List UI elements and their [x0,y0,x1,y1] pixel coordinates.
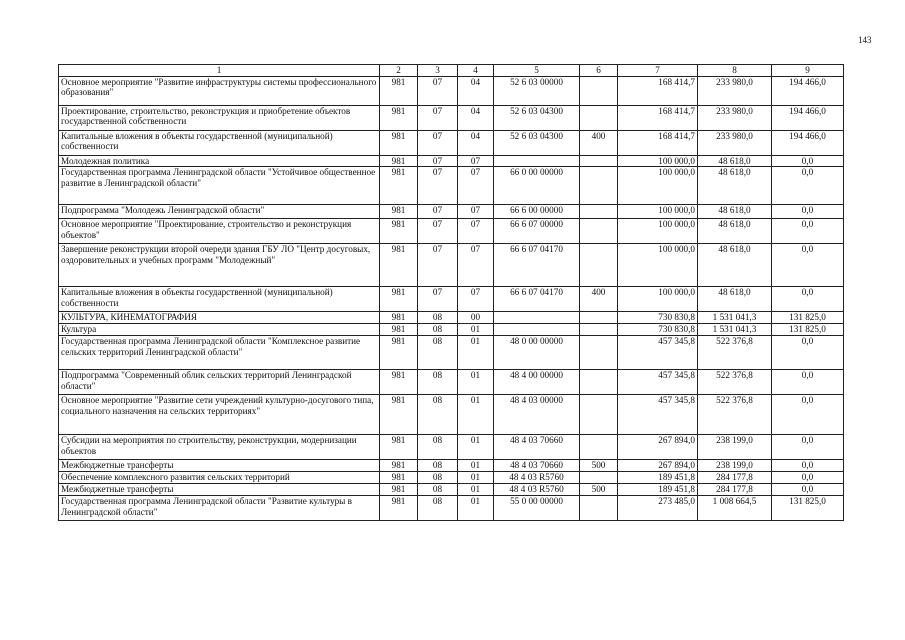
cell-col7: 267 894,0 [618,460,698,472]
cell-col5: 52 6 03 04300 [494,130,580,155]
cell-col6: 500 [580,460,618,472]
table-row [59,244,844,287]
cell-name: Основное мероприятие "Развитие инфраструктуры системы профессионального образования" [59,76,380,105]
cell-col7: 730 830,8 [618,324,698,336]
cell-name: Капитальные вложения в объекты государственной (муниципальной) собственности [59,287,380,312]
cell-col7: 273 485,0 [618,496,698,521]
cell-col9: 131 825,0 [772,324,844,336]
cell-col8: 48 618,0 [698,219,772,244]
cell-col7: 100 000,0 [618,205,698,219]
cell-col2: 981 [380,244,418,287]
cell-col2: 981 [380,472,418,484]
cell-col9: 0,0 [772,287,844,312]
cell-name: Молодежная политика [59,155,380,167]
cell-col9: 0,0 [772,219,844,244]
cell-col9: 0,0 [772,336,844,370]
cell-col5: 52 6 03 00000 [494,76,580,105]
cell-col8: 48 618,0 [698,155,772,167]
cell-name: Государственная программа Ленинградской области "Комплексное развитие сельских территорий Ленинградской области" [59,336,380,370]
cell-col7: 730 830,8 [618,312,698,324]
table-row [59,76,844,105]
cell-name: Обеспечение комплексного развития сельских территорий [59,472,380,484]
cell-col6 [580,472,618,484]
cell-col4: 01 [458,435,494,460]
cell-col4: 07 [458,244,494,287]
cell-col4: 01 [458,472,494,484]
cell-col3: 08 [418,435,458,460]
table-row [59,472,844,484]
column-header: 6 [580,65,618,77]
cell-col9: 194 466,0 [772,76,844,105]
cell-col5 [494,312,580,324]
cell-col6 [580,167,618,205]
cell-name: Капитальные вложения в объекты государственной (муниципальной) собственности [59,130,380,155]
cell-col8: 48 618,0 [698,287,772,312]
cell-col3: 07 [418,167,458,205]
cell-col3: 07 [418,130,458,155]
cell-col8: 522 376,8 [698,370,772,395]
table-row [59,435,844,460]
cell-col2: 981 [380,130,418,155]
cell-col8: 1 008 664,5 [698,496,772,521]
cell-col4: 07 [458,287,494,312]
cell-name: Государственная программа Ленинградской области "Развитие культуры в Ленинградской области" [59,496,380,521]
cell-col5: 66 6 07 04170 [494,287,580,312]
cell-col5 [494,324,580,336]
cell-col6: 400 [580,130,618,155]
cell-col6 [580,336,618,370]
cell-col4: 01 [458,370,494,395]
cell-col3: 08 [418,460,458,472]
cell-col2: 981 [380,105,418,130]
cell-col2: 981 [380,395,418,435]
cell-col3: 07 [418,76,458,105]
table-row [59,484,844,496]
cell-col2: 981 [380,435,418,460]
cell-col4: 01 [458,496,494,521]
cell-col8: 284 177,8 [698,484,772,496]
cell-col9: 0,0 [772,472,844,484]
cell-col8: 238 199,0 [698,460,772,472]
cell-col3: 07 [418,287,458,312]
column-header: 9 [772,65,844,77]
cell-name: Проектирование, строительство, реконструкция и приобретение объектов государственной собственности [59,105,380,130]
cell-col8: 522 376,8 [698,395,772,435]
cell-col2: 981 [380,219,418,244]
cell-col6 [580,395,618,435]
cell-col9: 0,0 [772,205,844,219]
cell-col4: 07 [458,167,494,205]
cell-col3: 07 [418,219,458,244]
cell-name: Государственная программа Ленинградской области "Устойчивое общественное развитие в Ленинградской области" [59,167,380,205]
cell-col2: 981 [380,312,418,324]
cell-col5: 66 6 07 00000 [494,219,580,244]
cell-col6 [580,155,618,167]
cell-col6 [580,105,618,130]
cell-col6: 400 [580,287,618,312]
column-header: 2 [380,65,418,77]
cell-col7: 189 451,8 [618,472,698,484]
cell-col4: 07 [458,155,494,167]
table-row [59,336,844,370]
cell-col5: 48 0 00 00000 [494,336,580,370]
cell-col3: 08 [418,472,458,484]
cell-col7: 457 345,8 [618,395,698,435]
cell-col4: 01 [458,336,494,370]
cell-col9: 0,0 [772,460,844,472]
cell-col3: 08 [418,336,458,370]
cell-col5: 55 0 00 00000 [494,496,580,521]
table-row [59,395,844,435]
cell-col3: 08 [418,484,458,496]
cell-name: Подпрограмма "Молодежь Ленинградской области" [59,205,380,219]
cell-col8: 1 531 041,3 [698,312,772,324]
cell-col6 [580,244,618,287]
cell-col9: 0,0 [772,155,844,167]
cell-col8: 48 618,0 [698,244,772,287]
cell-col6 [580,370,618,395]
cell-col3: 08 [418,496,458,521]
cell-col5: 48 4 00 00000 [494,370,580,395]
cell-col4: 01 [458,395,494,435]
column-header: 3 [418,65,458,77]
cell-col2: 981 [380,76,418,105]
cell-col7: 100 000,0 [618,155,698,167]
column-header: 5 [494,65,580,77]
table-row [59,205,844,219]
table-row [59,155,844,167]
cell-col7: 168 414,7 [618,76,698,105]
cell-col9: 0,0 [772,167,844,205]
cell-col4: 07 [458,219,494,244]
table-row [59,312,844,324]
cell-col7: 189 451,8 [618,484,698,496]
cell-col5: 66 6 00 00000 [494,205,580,219]
cell-col2: 981 [380,155,418,167]
cell-col4: 01 [458,460,494,472]
cell-col4: 00 [458,312,494,324]
cell-name: Подпрограмма "Современный облик сельских территорий Ленинградской области" [59,370,380,395]
table-row [59,287,844,312]
cell-col7: 457 345,8 [618,336,698,370]
cell-col7: 168 414,7 [618,105,698,130]
cell-col2: 981 [380,484,418,496]
cell-col9: 194 466,0 [772,130,844,155]
cell-col3: 08 [418,395,458,435]
cell-col6 [580,219,618,244]
cell-col2: 981 [380,336,418,370]
cell-col2: 981 [380,460,418,472]
cell-col8: 284 177,8 [698,472,772,484]
cell-col7: 267 894,0 [618,435,698,460]
column-header: 4 [458,65,494,77]
cell-col9: 131 825,0 [772,312,844,324]
column-header: 1 [59,65,380,77]
header-row [59,65,844,77]
cell-name: Межбюджетные трансферты [59,484,380,496]
cell-name: Межбюджетные трансферты [59,460,380,472]
table-row [59,496,844,521]
cell-col6 [580,324,618,336]
cell-col2: 981 [380,205,418,219]
cell-name: Субсидии на мероприятия по строительству, реконструкции, модернизации объектов [59,435,380,460]
table-row [59,219,844,244]
cell-name: Культура [59,324,380,336]
cell-col9: 194 466,0 [772,105,844,130]
table-row [59,130,844,155]
table-row [59,324,844,336]
cell-col6 [580,205,618,219]
cell-name: Завершение реконструкции второй очереди здания ГБУ ЛО "Центр досуговых, оздоровительных и учебных программ "Молодежный" [59,244,380,287]
cell-col3: 07 [418,105,458,130]
budget-table [58,64,844,521]
cell-col6 [580,76,618,105]
cell-col5: 48 4 03 R5760 [494,484,580,496]
cell-name: Основное мероприятие "Развитие сети учреждений культурно-досугового типа, социального назначения на сельских территориях" [59,395,380,435]
cell-col2: 981 [380,370,418,395]
cell-col5: 66 6 07 04170 [494,244,580,287]
cell-col5: 52 6 03 04300 [494,105,580,130]
cell-name: Основное мероприятие "Проектирование, строительство и реконструкция объектов" [59,219,380,244]
cell-col2: 981 [380,496,418,521]
cell-col9: 0,0 [772,484,844,496]
cell-col8: 233 980,0 [698,76,772,105]
table-row [59,105,844,130]
cell-col7: 457 345,8 [618,370,698,395]
cell-col9: 0,0 [772,395,844,435]
cell-col5: 48 4 03 00000 [494,395,580,435]
cell-col2: 981 [380,324,418,336]
cell-col8: 522 376,8 [698,336,772,370]
cell-col7: 100 000,0 [618,287,698,312]
column-header: 8 [698,65,772,77]
cell-col3: 07 [418,244,458,287]
cell-col3: 08 [418,324,458,336]
cell-col5 [494,155,580,167]
cell-col7: 100 000,0 [618,219,698,244]
column-header: 7 [618,65,698,77]
cell-col4: 04 [458,130,494,155]
cell-col4: 01 [458,484,494,496]
cell-col8: 233 980,0 [698,105,772,130]
cell-col5: 48 4 03 R5760 [494,472,580,484]
cell-col9: 131 825,0 [772,496,844,521]
cell-col3: 08 [418,312,458,324]
cell-col2: 981 [380,167,418,205]
cell-col7: 100 000,0 [618,167,698,205]
table-row [59,460,844,472]
cell-col6 [580,435,618,460]
table-row [59,370,844,395]
table-row [59,167,844,205]
cell-col9: 0,0 [772,370,844,395]
cell-name: КУЛЬТУРА, КИНЕМАТОГРАФИЯ [59,312,380,324]
cell-col3: 07 [418,155,458,167]
page-number: 143 [858,35,872,45]
cell-col9: 0,0 [772,435,844,460]
cell-col6 [580,312,618,324]
cell-col9: 0,0 [772,244,844,287]
cell-col3: 08 [418,370,458,395]
cell-col3: 07 [418,205,458,219]
cell-col7: 100 000,0 [618,244,698,287]
cell-col4: 07 [458,205,494,219]
cell-col8: 233 980,0 [698,130,772,155]
cell-col8: 238 199,0 [698,435,772,460]
cell-col8: 48 618,0 [698,205,772,219]
cell-col8: 1 531 041,3 [698,324,772,336]
cell-col5: 66 0 00 00000 [494,167,580,205]
cell-col4: 04 [458,105,494,130]
cell-col7: 168 414,7 [618,130,698,155]
cell-col8: 48 618,0 [698,167,772,205]
cell-col6: 500 [580,484,618,496]
cell-col5: 48 4 03 70660 [494,460,580,472]
cell-col4: 04 [458,76,494,105]
cell-col6 [580,496,618,521]
cell-col2: 981 [380,287,418,312]
cell-col5: 48 4 03 70660 [494,435,580,460]
cell-col4: 01 [458,324,494,336]
